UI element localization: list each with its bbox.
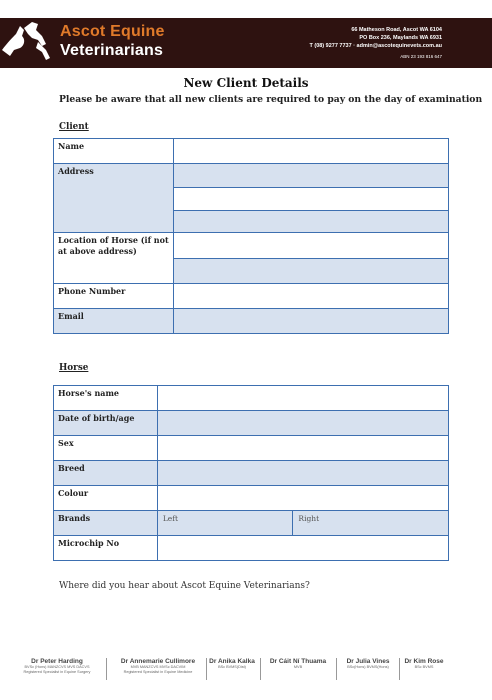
doctor-entry <box>208 658 256 670</box>
doctor-name: Dr Cáit Ní Thuama <box>269 658 327 665</box>
address-label: Address <box>54 164 174 233</box>
doctor-entry <box>401 658 447 670</box>
microchip-field[interactable] <box>157 536 448 561</box>
horse-logo-icon <box>2 20 58 68</box>
footer-divider <box>260 658 261 680</box>
doctor-name: Dr Kim Rose <box>404 658 444 665</box>
doctor-entry <box>338 658 398 670</box>
location-field-line1[interactable] <box>173 233 448 259</box>
address-field-line3[interactable] <box>173 211 448 233</box>
brand-name-line2: Veterinarians <box>60 42 164 59</box>
doctor-name: Dr Peter Harding <box>31 658 83 665</box>
name-field[interactable] <box>173 139 448 164</box>
doctor-name: Dr Julia Vines <box>346 658 390 665</box>
sex-field[interactable] <box>157 436 448 461</box>
client-section-heading: Client <box>59 122 89 132</box>
address-field-line2[interactable] <box>173 188 448 211</box>
location-field-line2[interactable] <box>173 259 448 284</box>
contact-block <box>309 26 442 61</box>
horse-section-heading: Horse <box>59 363 89 373</box>
horse-details-table <box>53 385 449 561</box>
doctor-specialty: Registered Specialist in Equine Surgery <box>23 670 91 674</box>
abn-line: ABN 23 193 816 647 <box>400 54 442 59</box>
address-field-line1[interactable] <box>173 164 448 188</box>
email-field[interactable] <box>173 309 448 334</box>
horse-name-field[interactable] <box>157 386 448 411</box>
sex-label: Sex <box>54 436 158 461</box>
brand-name-line1: Ascot Equine <box>60 23 165 40</box>
colour-label: Colour <box>54 486 158 511</box>
breed-label: Breed <box>54 461 158 486</box>
client-details-table <box>53 138 449 334</box>
doctor-qualifications: MVB <box>293 665 303 669</box>
brands-label: Brands <box>54 511 158 536</box>
doctor-entry <box>110 658 206 675</box>
dob-label: Date of birth/age <box>54 411 158 436</box>
name-label: Name <box>54 139 174 164</box>
page-title: New Client Details <box>183 76 309 90</box>
colour-field[interactable] <box>157 486 448 511</box>
doctor-entry <box>262 658 334 670</box>
location-label: Location of Horse (if not at above address) <box>54 233 174 284</box>
microchip-label: Microchip No <box>54 536 158 561</box>
phone-field[interactable] <box>173 284 448 309</box>
doctor-qualifications: MVB MANZCVS MVSc DACVIM <box>130 665 186 669</box>
payment-notice: Please be aware that all new clients are required to pay on the day of examination <box>59 94 483 105</box>
address-line1: 66 Matheson Road, Ascot WA 6104 <box>351 27 442 33</box>
doctor-name: Dr Anika Kalka <box>209 658 255 665</box>
doctor-qualifications: BVSc (Hons) MANZCVS MVS DACVS <box>24 665 90 669</box>
horse-name-label: Horse's name <box>54 386 158 411</box>
footer-divider <box>106 658 107 680</box>
letterhead-banner <box>0 18 492 68</box>
doctor-name: Dr Annemarie Cullimore <box>120 658 196 665</box>
address-line2: PO Box 236, Maylands WA 6931 <box>359 35 442 41</box>
doctor-qualifications: BSc(Hons) BVMS(Hons) <box>347 665 389 669</box>
dob-field[interactable] <box>157 411 448 436</box>
breed-field[interactable] <box>157 461 448 486</box>
doctor-qualifications: BSc BVMS <box>414 665 434 669</box>
phone-email-line: T (08) 9277 7737 · admin@ascotequinevets.com.au <box>309 43 442 49</box>
doctor-qualifications: BSc BVMS(Dist) <box>218 665 246 669</box>
doctor-specialty: Registered Specialist in Equine Medicine <box>123 670 193 674</box>
footer-divider <box>399 658 400 680</box>
doctor-entry <box>12 658 102 675</box>
footer-divider <box>206 658 207 680</box>
referral-question: Where did you hear about Ascot Equine Veterinarians? <box>59 581 310 591</box>
brands-right-field[interactable]: Right <box>293 511 449 536</box>
phone-label: Phone Number <box>54 284 174 309</box>
email-label: Email <box>54 309 174 334</box>
footer-divider <box>336 658 337 680</box>
brands-left-field[interactable]: Left <box>157 511 293 536</box>
